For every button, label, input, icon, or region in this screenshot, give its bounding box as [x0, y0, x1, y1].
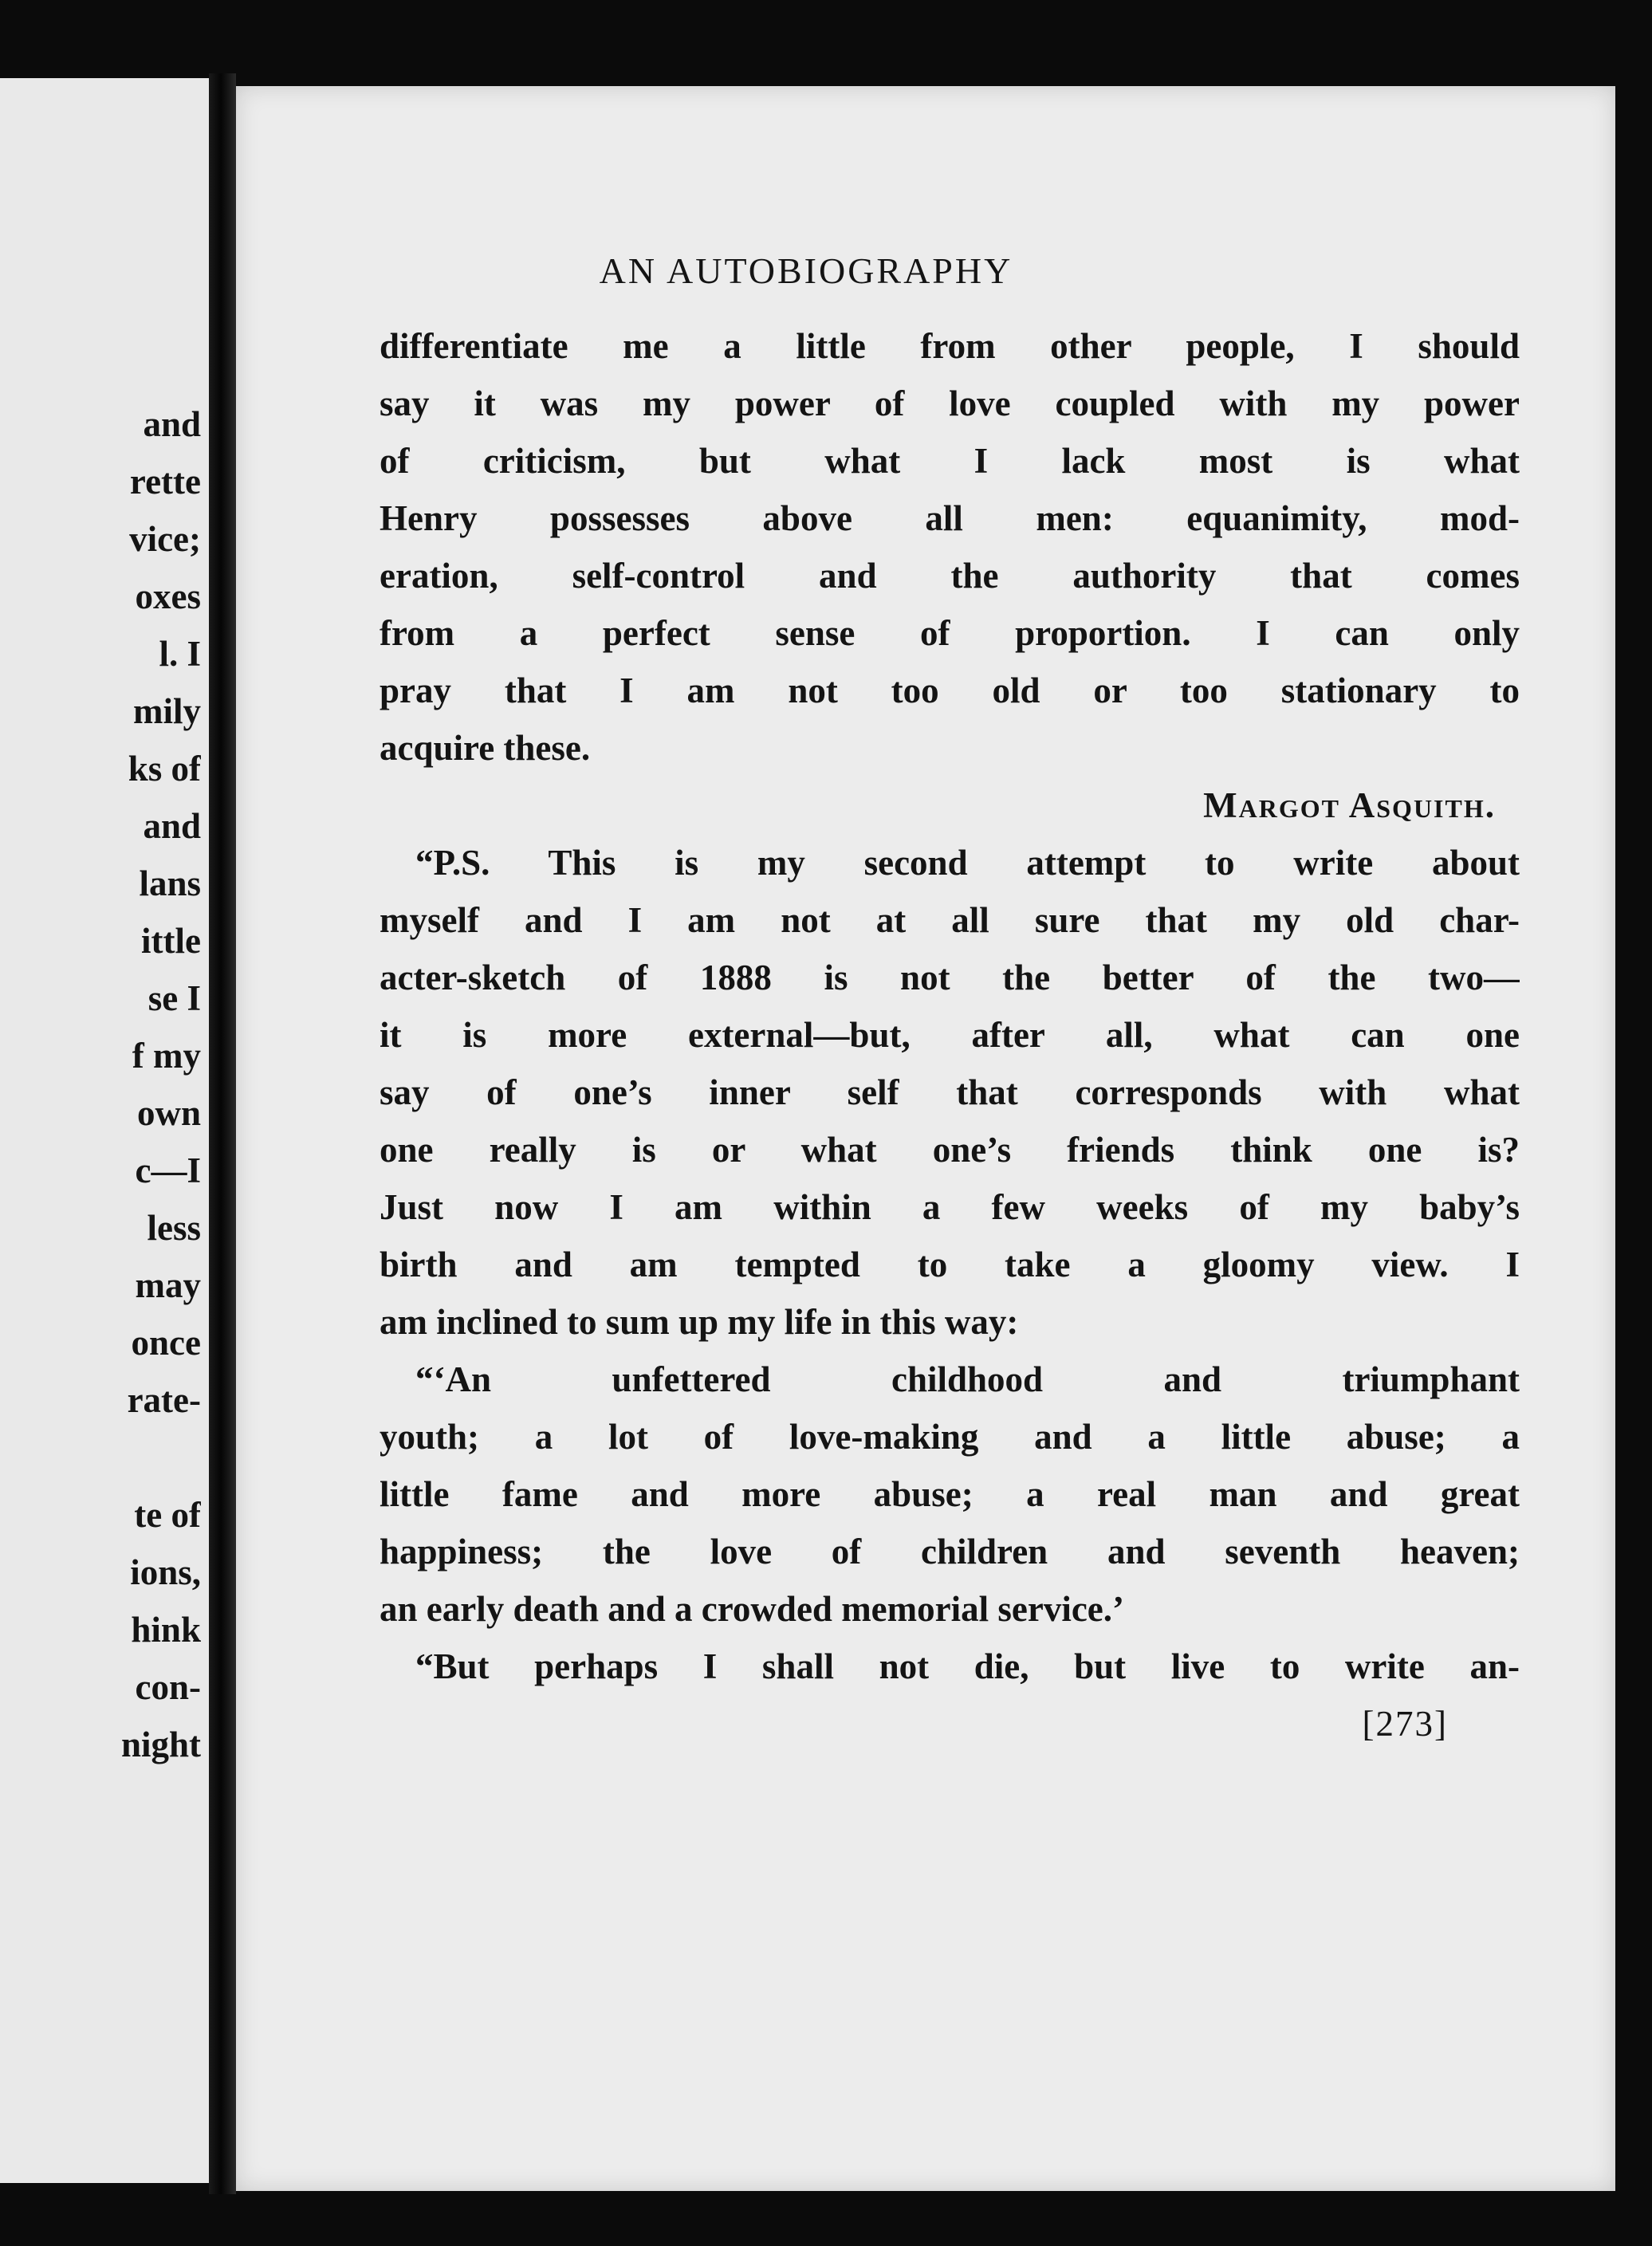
facing-line: se I	[148, 978, 201, 1018]
facing-line: night	[120, 1725, 201, 1764]
text-line: an early death and a crowded memorial service.’	[380, 1589, 1125, 1629]
text-line: am inclined to sum up my life in this way:	[380, 1302, 1019, 1342]
facing-line: and	[143, 806, 201, 846]
text-line: “‘An unfettered childhood and triumphant	[415, 1359, 1520, 1399]
facing-line: once	[131, 1323, 201, 1363]
text-line: myself and I am not at all sure that my old char-	[380, 900, 1520, 940]
facing-line: lans	[139, 863, 201, 903]
text-line: “But perhaps I shall not die, but live to write an-	[415, 1646, 1520, 1686]
text-line: happiness; the love of children and seventh heaven;	[380, 1532, 1520, 1571]
facing-page-text	[0, 395, 201, 1773]
text-line: of criticism, but what I lack most is what	[380, 441, 1520, 481]
facing-line: rate-	[127, 1380, 201, 1420]
text-line: youth; a lot of love-making and a little abuse; a	[380, 1417, 1520, 1457]
signature: Margot Asquith.	[1203, 785, 1496, 825]
text-line: acquire these.	[380, 728, 591, 768]
facing-line: c—I	[135, 1151, 201, 1190]
text-line: Henry possesses above all men: equanimity, mod-	[380, 498, 1520, 538]
facing-line: con-	[135, 1667, 201, 1707]
text-line: birth and am tempted to take a gloomy view. I	[380, 1245, 1520, 1284]
facing-line: rette	[129, 462, 201, 502]
facing-page-left	[0, 78, 209, 2183]
facing-line: ks of	[128, 749, 201, 789]
text-line: Just now I am within a few weeks of my baby’s	[380, 1187, 1520, 1227]
facing-line: own	[136, 1093, 201, 1133]
text-line: differentiate me a little from other people, I should	[380, 326, 1520, 366]
facing-line-blank	[0, 1429, 201, 1486]
facing-line: te of	[134, 1495, 201, 1535]
text-line: one really is or what one’s friends think one is?	[380, 1130, 1520, 1170]
facing-line: may	[135, 1265, 201, 1305]
facing-line: hink	[131, 1610, 201, 1650]
text-line: acter-sketch of 1888 is not the better of the two—	[380, 958, 1520, 997]
page-number: [273]	[1362, 1704, 1448, 1744]
facing-line: f my	[132, 1036, 201, 1076]
text-line: say of one’s inner self that corresponds with what	[380, 1072, 1520, 1112]
text-line: from a perfect sense of proportion. I can only	[380, 613, 1520, 653]
running-head	[236, 250, 1615, 292]
text-line: “P.S. This is my second attempt to write about	[415, 843, 1520, 883]
facing-line: ions,	[130, 1552, 201, 1592]
page-body	[380, 317, 1520, 1752]
facing-line: vice;	[129, 519, 201, 559]
text-line: say it was my power of love coupled with my power	[380, 384, 1520, 423]
text-line: pray that I am not too old or too stationary to	[380, 671, 1520, 710]
facing-line: mily	[133, 691, 201, 731]
text-line: eration, self-control and the authority that comes	[380, 556, 1520, 596]
facing-line: oxes	[135, 576, 201, 616]
book-page	[236, 86, 1615, 2191]
text-line: it is more external—but, after all, what can one	[380, 1015, 1520, 1055]
running-head-text: AN AUTOBIOGRAPHY	[599, 250, 1013, 291]
facing-line: less	[147, 1208, 201, 1248]
text-line: little fame and more abuse; a real man and great	[380, 1474, 1520, 1514]
facing-line: l. I	[159, 634, 201, 674]
book-binding-gutter	[209, 73, 236, 2194]
facing-line: ittle	[141, 921, 201, 961]
facing-line: and	[143, 404, 201, 444]
